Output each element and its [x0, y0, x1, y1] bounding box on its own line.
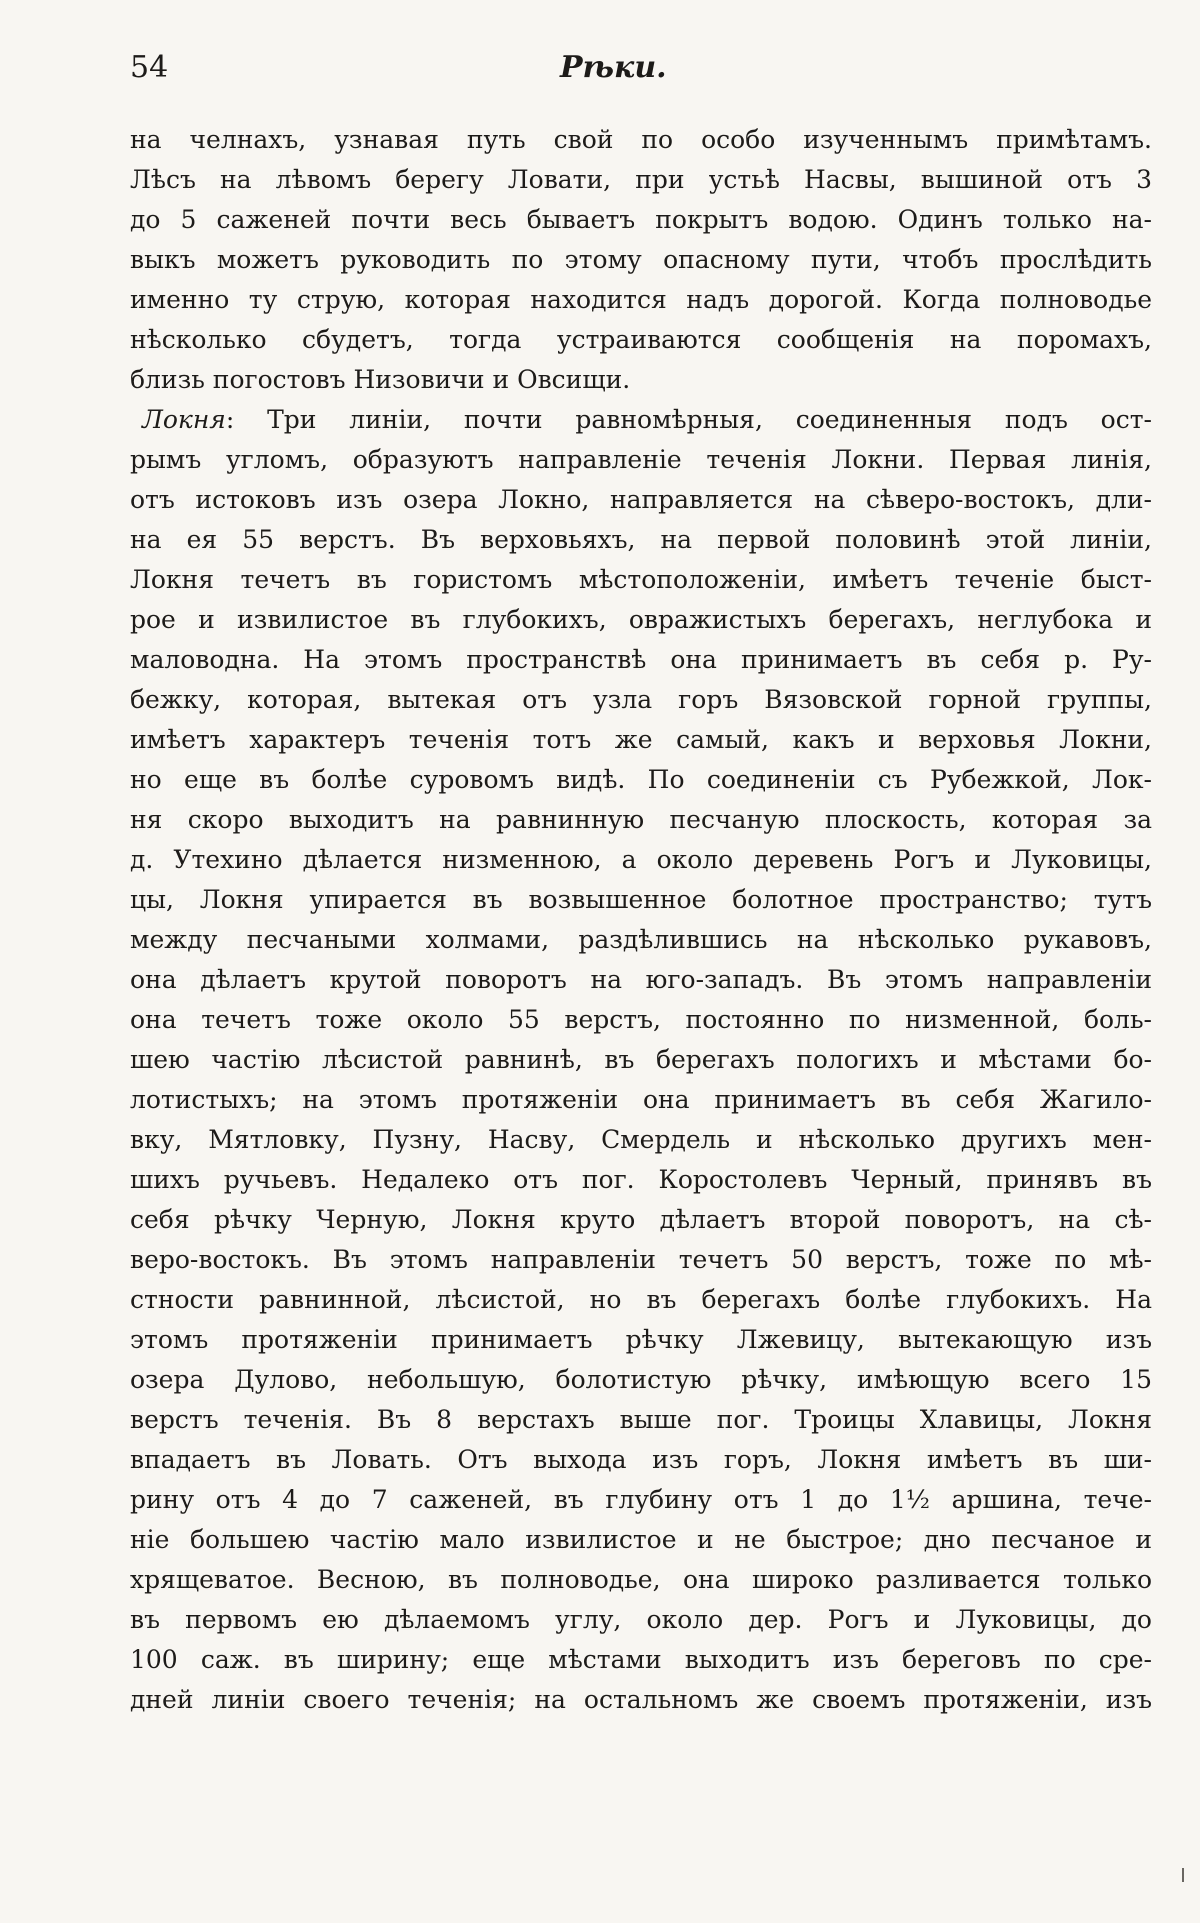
text-line: бежку, которая, вытекая отъ узла горъ Вязовской горной группы, [130, 685, 1152, 714]
text-line: она течетъ тоже около 55 верстъ, постоянно по низменной, боль- [130, 1005, 1152, 1034]
text-line: на челнахъ, узнавая путь свой по особо изученнымъ примѣтамъ. [130, 125, 1152, 154]
text-line: рину отъ 4 до 7 саженей, въ глубину отъ 1 до 1½ аршина, тече- [130, 1485, 1152, 1514]
text-line: Лѣсъ на лѣвомъ берегу Ловати, при устьѣ Насвы, вышиной отъ 3 [130, 165, 1152, 194]
text-line: стности равнинной, лѣсистой, но въ берегахъ болѣе глубокихъ. На [130, 1285, 1152, 1314]
page-number: 54 [130, 50, 169, 85]
text-line: этомъ протяженіи принимаетъ рѣчку Лжевицу, вытекающую изъ [130, 1325, 1152, 1354]
text-line: себя рѣчку Черную, Локня круто дѣлаетъ второй поворотъ, на сѣ- [130, 1205, 1152, 1234]
text-line: шихъ ручьевъ. Недалеко отъ пог. Коростолевъ Черный, принявъ въ [130, 1165, 1152, 1194]
text-line: имѣетъ характеръ теченія тотъ же самый, какъ и верховья Локни, [130, 725, 1152, 754]
text-line: она дѣлаетъ крутой поворотъ на юго-западъ. Въ этомъ направленіи [130, 965, 1152, 994]
first-line-text: : Три линіи, почти равномѣрныя, соединенныя подъ ост- [225, 405, 1152, 434]
text-line: 100 саж. въ ширину; еще мѣстами выходитъ изъ береговъ по сре- [130, 1645, 1152, 1674]
text-line: въ первомъ ею дѣлаемомъ углу, около дер. Рогъ и Луковицы, до [130, 1605, 1152, 1634]
text-line: лотистыхъ; на этомъ протяженіи она принимаетъ въ себя Жагило- [130, 1085, 1152, 1114]
text-line: но еще въ болѣе суровомъ видѣ. По соединеніи съ Рубежкой, Лок- [130, 765, 1152, 794]
text-line: веро-востокъ. Въ этомъ направленіи течетъ 50 верстъ, тоже по мѣ- [130, 1245, 1152, 1274]
text-line: дней линіи своего теченія; на остальномъ же своемъ протяженіи, изъ [130, 1685, 1152, 1714]
text-line: маловодна. На этомъ пространствѣ она принимаетъ въ себя р. Ру- [130, 645, 1152, 674]
text-line: именно ту струю, которая находится надъ дорогой. Когда полноводье [130, 285, 1152, 314]
running-head: Рѣки. [560, 50, 667, 85]
text-line: ніе большею частію мало извилистое и не быстрое; дно песчаное и [130, 1525, 1152, 1554]
text-line: выкъ можетъ руководить по этому опасному пути, чтобъ прослѣдить [130, 245, 1152, 274]
text-line: ня скоро выходитъ на равнинную песчаную плоскость, которая за [130, 805, 1152, 834]
text-line: на ея 55 верстъ. Въ верховьяхъ, на первой половинѣ этой линіи, [130, 525, 1152, 554]
text-line: рымъ угломъ, образуютъ направленіе теченія Локни. Первая линія, [130, 445, 1152, 474]
text-line: д. Утехино дѣлается низменною, а около деревень Рогъ и Луковицы, [130, 845, 1152, 874]
text-line: Локня течетъ въ гористомъ мѣстоположеніи, имѣетъ теченіе быст- [130, 565, 1152, 594]
river-name-lead: Локня [142, 405, 226, 434]
text-line: отъ истоковъ изъ озера Локно, направляется на сѣверо-востокъ, дли- [130, 485, 1152, 514]
body-text [130, 120, 1152, 1720]
paragraph-1 [130, 120, 1152, 400]
page-edge-mark [1182, 1868, 1184, 1882]
text-line: шею частію лѣсистой равнинѣ, въ берегахъ пологихъ и мѣстами бо- [130, 1045, 1152, 1074]
text-line: впадаетъ въ Ловать. Отъ выхода изъ горъ, Локня имѣетъ въ ши- [130, 1445, 1152, 1474]
paragraph-first-line [130, 400, 1152, 440]
text-line: близь погостовъ Низовичи и Овсищи. [130, 365, 631, 394]
text-line: до 5 саженей почти весь бываетъ покрытъ водою. Одинъ только на- [130, 205, 1152, 234]
text-line: хрящеватое. Весною, въ полноводье, она широко разливается только [130, 1565, 1152, 1594]
paragraph-2 [130, 400, 1152, 1720]
text-line: рое и извилистое въ глубокихъ, овражистыхъ берегахъ, неглубока и [130, 605, 1152, 634]
text-line: нѣсколько сбудетъ, тогда устраиваются сообщенія на поромахъ, [130, 325, 1152, 354]
text-line: цы, Локня упирается въ возвышенное болотное пространство; тутъ [130, 885, 1152, 914]
text-line: верстъ теченія. Въ 8 верстахъ выше пог. Троицы Хлавицы, Локня [130, 1405, 1152, 1434]
text-line: между песчаными холмами, раздѣлившись на нѣсколько рукавовъ, [130, 925, 1152, 954]
text-line: озера Дулово, небольшую, болотистую рѣчку, имѣющую всего 15 [130, 1365, 1152, 1394]
text-line: вку, Мятловку, Пузну, Насву, Смердель и нѣсколько другихъ мен- [130, 1125, 1152, 1154]
